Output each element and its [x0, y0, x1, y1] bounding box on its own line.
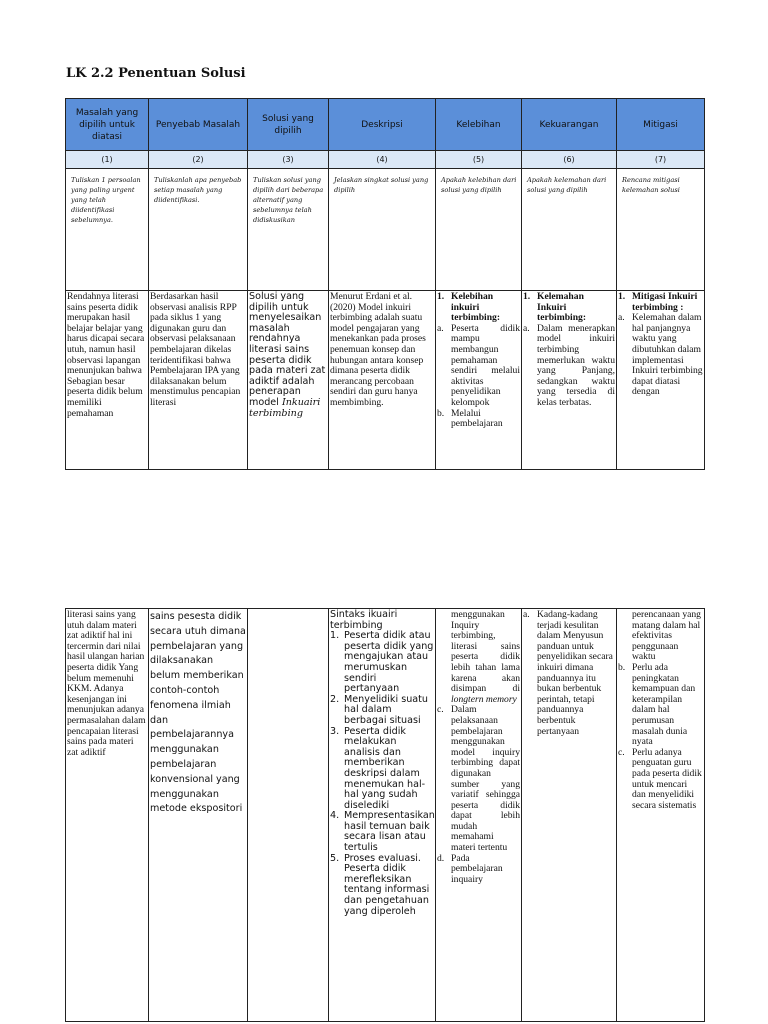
list-item: d. Pada pembelajaran inquairy: [437, 852, 503, 885]
solusi-text: Solusi yang dipilih untuk menyelesaikan masalah rendahnya literasi sains peserta didik pada materi zat adiktif adalah penerapan model: [249, 291, 326, 408]
kelebihan-heading: 1. Kelebihan inkuiri terbimbing:: [437, 291, 501, 324]
guide-text: Apakah kelebihan dari solusi yang dipilih: [436, 169, 522, 291]
header-solusi: Solusi yang dipilih: [248, 99, 329, 151]
list-item: 2. Menyelidiki suatu hal dalam berbagai situasi: [330, 693, 428, 726]
column-number: (2): [149, 151, 248, 169]
guide-text: Tuliskan solusi yang dipilih dari beberapa alternatif yang sebelumnya telah didiskusikan: [248, 169, 329, 291]
header-deskripsi: Deskripsi: [329, 99, 436, 151]
kelebihan-continued: menggunakan Inquiry terbimbing, literasi sains peserta didik lebih tahan lama karena akan disimpan di longtern memory: [451, 609, 520, 705]
cell-masalah: Rendahnya literasi sains peserta didik merupakan hasil belajar belajar yang harus dicapai secara utuh, namun hasil observasi lapangan menunjukan bahwa Sebagian besar peserta didik belum memiliki pemahaman: [66, 291, 149, 470]
guide-text: Tuliskanlah apa penyebab setiap masalah yang diidentifikasi.: [149, 169, 248, 291]
column-number: (4): [329, 151, 436, 169]
list-item: a. Dalam menerapkan model inkuiri terbimbing memerlukan waktu yang Panjang, sedangkan waktu yang tersedia di kelas terbatas.: [523, 322, 615, 408]
cell-kelebihan: [436, 609, 522, 1022]
cell-solusi: [248, 609, 329, 1022]
list-item: a. Peserta didik mampu membangun pemahaman sendiri melalui aktivitas penyelidikan kelompok: [437, 322, 520, 408]
list-item: 3. Peserta didik melakukan analisis dan memberikan deskripsi dalam menemukan hal-hal yang sudah diselediki: [330, 725, 426, 811]
cell-penyebab: Berdasarkan hasil observasi analisis RPP pada siklus 1 yang digunakan guru dan observasi pelaksanaan pembelajaran dikelas teridentifikasi bahwa Pembelajaran IPA yang dilaksanakan belum menstimulus pencapian literasi: [149, 291, 248, 470]
list-item: 5. Proses evaluasi. Peserta didik merefleksikan tentang informasi dan pengetahuan yang diperoleh: [330, 852, 430, 917]
cell-penyebab: sains pesesta didik secara utuh dimana pembelajaran yang dilaksanakan belum memberikan contoh-contoh fenomena ilmiah dan pembelajarannya menggunakan pembelajaran konvensional yang menggunakan metode ekspositori: [149, 609, 248, 1022]
cell-kekurangan: [522, 609, 617, 1022]
column-number: (3): [248, 151, 329, 169]
cell-mitigasi: [617, 609, 705, 1022]
solusi-italic: Inkuairi terbimbing: [249, 396, 321, 419]
cell-mitigasi: [617, 291, 705, 470]
guide-text: Tuliskan 1 persoalan yang paling urgent yang telah diidentifikasi sebelumnya.: [66, 169, 149, 291]
list-item: a. Kelemahan dalam hal panjangnya waktu yang dibutuhkan dalam implementasi Inkuiri terbimbing dapat diatasi dengan: [618, 312, 703, 398]
header-kekurangan: Kekuarangan: [522, 99, 617, 151]
column-number: (1): [66, 151, 149, 169]
kekurangan-heading: 1. Kelemahan Inkuiri terbimbing:: [523, 291, 587, 324]
header-masalah: Masalah yang dipilih untuk diatasi: [66, 99, 149, 151]
guide-text: Jelaskan singkat solusi yang dipilih: [329, 169, 436, 291]
page-title: LK 2.2 Penentuan Solusi: [66, 66, 246, 81]
solution-table-page-2: [65, 608, 705, 1022]
content-row: [66, 609, 705, 1022]
mitigasi-continued: perencanaan yang matang dalam hal efektivitas penggunaan waktu: [632, 609, 701, 663]
list-item: b. Perlu ada peningkatan kemampuan dan keterampilan dalam hal perumusan masalah dunia nyata: [618, 661, 696, 748]
cell-kelebihan: [436, 291, 522, 470]
list-item: c. Perlu adanya penguatan guru pada peserta didik untuk mencari dan menyelidiki secara sistematis: [618, 746, 702, 811]
content-row: [66, 291, 705, 470]
header-mitigasi: Mitigasi: [617, 99, 705, 151]
header-kelebihan: Kelebihan: [436, 99, 522, 151]
mitigasi-heading: 1. Mitigasi Inkuiri terbimbing :: [618, 291, 698, 313]
list-item: 4. Mempresentasikan hasil temuan baik secara lisan atau tertulis: [330, 810, 435, 854]
cell-deskripsi: Menurut Erdani et al. (2020) Model inkuiri terbimbing adalah suatu model pengajaran yang menekankan pada proses penemuan konsep dan hubungan antara konsep dimana peserta didik merancang percobaan sendiri dan guru hanya membimbing.: [329, 291, 436, 470]
cell-solusi: [248, 291, 329, 470]
cell-masalah: literasi sains yang utuh dalam materi zat adiktif hal ini tercermin dari nilai hasil ulangan harian peserta didik Yang belum memenuhi KKM. Adanya kesenjangan ini menunjukan adanya permasalahan dalam pencapaian literasi sains pada materi zat adiktif: [66, 609, 149, 1022]
number-row: [66, 151, 705, 169]
column-number: (5): [436, 151, 522, 169]
sintaks-intro: Sintaks ikuairi terbimbing: [330, 609, 398, 631]
list-item: b. Melalui pembelajaran: [437, 407, 503, 430]
column-number: (7): [617, 151, 705, 169]
solution-table-page-1: [65, 98, 705, 470]
column-number: (6): [522, 151, 617, 169]
cell-deskripsi: [329, 609, 436, 1022]
list-item: 1. Peserta didik atau peserta didik yang mengajukan atau merumuskan sendiri pertanyaan: [330, 630, 434, 695]
header-row: [66, 99, 705, 151]
header-penyebab: Penyebab Masalah: [149, 99, 248, 151]
list-item: a. Kadang-kadang terjadi kesulitan dalam Menyusun panduan untuk penyelidikan secara inkuiri dimana panduannya itu bukan berbentuk perintah, tetapi panduannya berbentuk pertanyaan: [523, 609, 613, 737]
guide-text: Rencana mitigasi kelemahan solusi: [617, 169, 705, 291]
list-item: c. Dalam pelaksanaan pembelajaran menggunakan model inquiry terbimbing dapat digunakan sumber yang variatif sehingga peserta didik dapat lebih mudah memahami materi tertentu: [437, 704, 520, 854]
guide-row: [66, 169, 705, 291]
guide-text: Apakah kelemahan dari solusi yang dipilih: [522, 169, 617, 291]
cell-kekurangan: [522, 291, 617, 470]
